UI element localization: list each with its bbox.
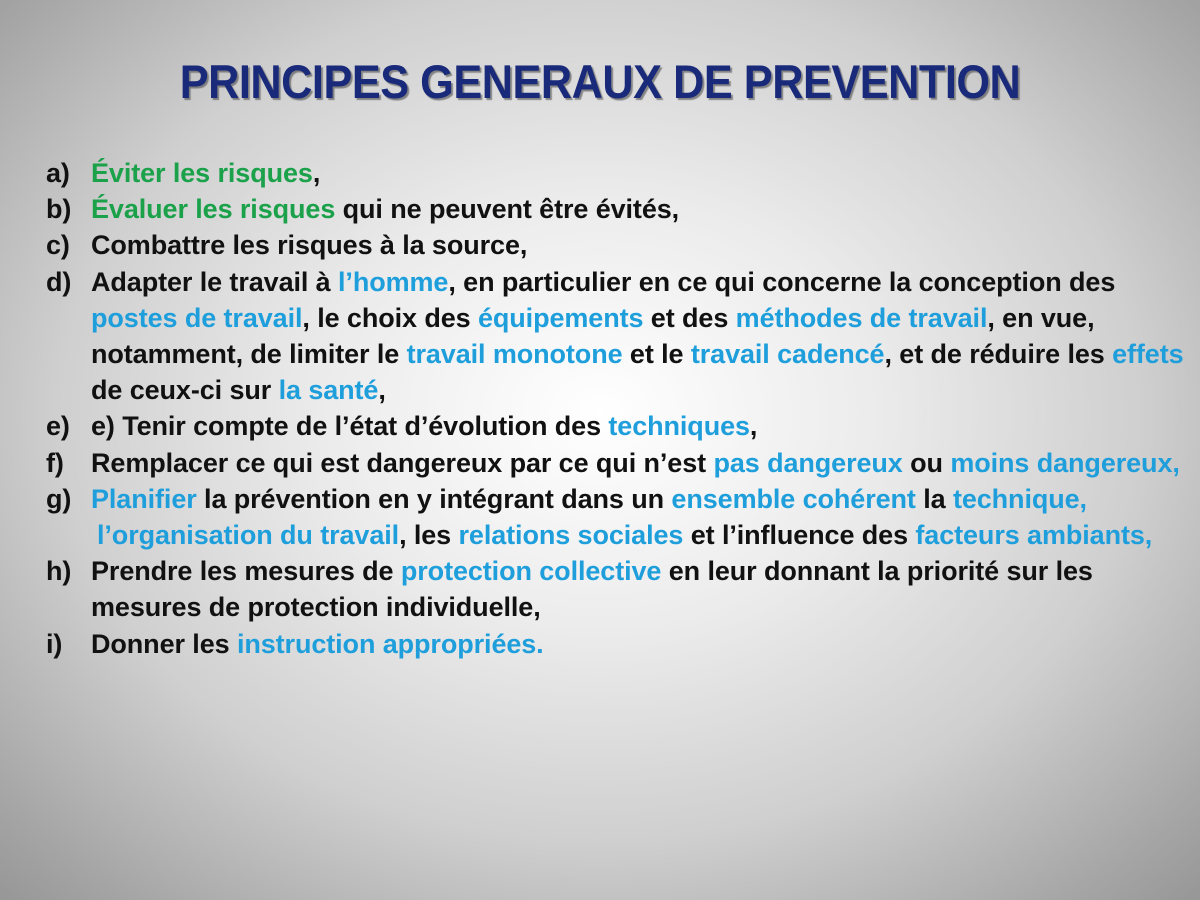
highlighted-phrase: effets [1112,339,1184,370]
list-item [46,155,1186,191]
text-segment: la [915,483,953,514]
highlighted-phrase: techniques [608,411,750,442]
list-item-text [91,553,1186,625]
text-segment: , [312,158,321,188]
text-segment: en leur donnant la priorité sur les mesures de protection individuelle, [91,556,1093,623]
list-item-marker: g) [46,483,72,514]
highlighted-phrase: facteurs ambiants, [915,520,1153,551]
list-item-marker: h) [46,556,72,587]
list-item-marker: a) [46,158,70,188]
list-item [46,517,1186,553]
list-item-marker: e) [46,411,70,442]
highlighted-phrase: instruction appropriées. [236,628,544,659]
text-segment: qui ne peuvent être évités, [335,194,680,225]
principles-list [46,155,1186,662]
text-segment: , en particulier en ce qui concerne la conception des [448,266,1116,297]
text-segment: Donner les [91,628,237,659]
list-item-text [91,626,1186,662]
highlighted-phrase: la santé [278,375,379,406]
highlighted-phrase: méthodes de travail [735,302,988,333]
text-segment: et des [643,302,736,333]
list-item [46,227,1186,263]
text-segment: la prévention en y intégrant dans un [196,483,672,514]
highlighted-phrase: travail cadencé [690,339,885,370]
list-item-marker: b) [46,194,72,225]
list-item-text [91,408,1186,444]
list-item [46,191,1186,227]
highlighted-phrase: l’homme [338,266,449,297]
list-item-marker: f) [46,447,64,478]
highlighted-phrase: protection collective [400,556,662,587]
highlighted-phrase: ensemble cohérent [671,483,916,514]
text-segment: Combattre les risques à la source, [91,230,528,261]
text-segment: de ceux-ci sur [91,375,279,406]
highlighted-phrase: Évaluer les risques [91,194,336,225]
list-item-text [91,481,1186,517]
list-item-text [91,191,1186,227]
list-item [46,481,1186,517]
text-segment: et le [622,339,691,370]
list-item [46,626,1186,662]
text-segment: et l’influence des [683,520,916,551]
highlighted-phrase: technique, [952,483,1087,514]
list-item-marker: i) [46,628,63,659]
list-item [46,445,1186,481]
text-segment: e) Tenir compte de l’état d’évolution des [91,411,609,442]
text-segment: ou [902,447,951,478]
highlighted-phrase: travail monotone [406,339,623,370]
text-segment: , et de réduire les [884,339,1113,370]
highlighted-phrase: l’organisation du travail [97,520,400,551]
list-item-marker: d) [46,266,72,297]
text-segment: , [749,411,758,442]
highlighted-phrase: pas dangereux [713,447,903,478]
highlighted-phrase: Éviter les risques [91,158,313,188]
list-item [46,408,1186,444]
text-segment: Remplacer ce qui est dangereux par ce qui n’est [91,447,714,478]
highlighted-phrase: relations sociales [458,520,684,551]
list-item-text [91,227,1186,263]
list-item-text [91,517,1186,553]
list-item-text [91,445,1186,481]
list-item [46,553,1186,625]
list-item [46,264,1186,409]
text-segment: , le choix des [302,302,478,333]
slide-title: PRINCIPES GENERAUX DE PREVENTION [179,55,1021,108]
list-item-text [91,155,1186,191]
highlighted-phrase: moins dangereux, [950,447,1180,478]
highlighted-phrase: équipements [477,302,644,333]
text-segment: Prendre les mesures de [91,556,401,587]
list-item-text [91,264,1186,409]
text-segment: , les [399,520,459,551]
text-segment: , [378,375,386,406]
text-segment: Adapter le travail à [91,266,339,297]
text-segment: , en vue, notamment, de limiter le [91,302,1095,370]
highlighted-phrase: postes de travail [91,302,303,333]
highlighted-phrase: Planifier [91,483,197,514]
list-item-marker: c) [46,230,70,261]
